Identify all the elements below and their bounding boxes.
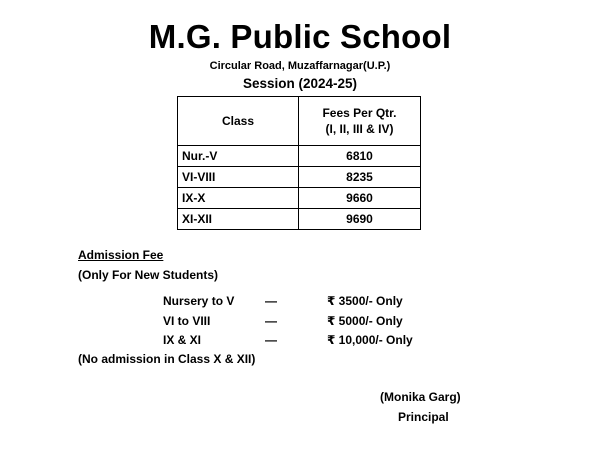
admission-row: [0, 294, 600, 312]
admission-row: [0, 333, 600, 351]
session-label: Session (2024-25): [242, 76, 358, 91]
admission-amount: ₹ 5000/- Only: [327, 314, 403, 328]
table-row: [178, 146, 421, 167]
admission-class-label: IX & XI: [163, 333, 202, 347]
table-row: [178, 167, 421, 188]
admission-amount: ₹ 10,000/- Only: [327, 333, 413, 347]
admission-class-label: Nursery to V: [163, 294, 235, 308]
admission-class-label: VI to VIII: [163, 314, 211, 328]
fees-column-header-line1: Fees Per Qtr.: [322, 106, 397, 120]
admission-amount: ₹ 3500/- Only: [327, 294, 403, 308]
school-address: Circular Road, Muzaffarnagar(U.P.): [209, 60, 391, 72]
admission-dash: —: [265, 333, 277, 347]
fees-column-header-line2: (I, II, III & IV): [325, 122, 394, 136]
class-cell: XI-XII: [178, 209, 299, 230]
fee-table-header-row: [178, 97, 421, 146]
admission-fee-heading: Admission Fee: [78, 248, 164, 262]
principal-title: Principal: [398, 410, 449, 424]
class-column-header: Class: [178, 97, 299, 146]
table-row: [178, 188, 421, 209]
admission-row: [0, 314, 600, 332]
fee-cell: 8235: [299, 167, 421, 188]
school-name: M.G. Public School: [148, 18, 452, 55]
table-row: [178, 209, 421, 230]
class-cell: Nur.-V: [178, 146, 299, 167]
fees-column-header: [299, 97, 421, 146]
no-admission-note: (No admission in Class X & XII): [78, 352, 256, 366]
fee-cell: 9660: [299, 188, 421, 209]
admission-dash: —: [265, 314, 277, 328]
principal-name: (Monika Garg): [380, 390, 461, 404]
class-cell: IX-X: [178, 188, 299, 209]
admission-fee-subheading: (Only For New Students): [78, 268, 219, 282]
class-cell: VI-VIII: [178, 167, 299, 188]
admission-dash: —: [265, 294, 277, 308]
fee-cell: 6810: [299, 146, 421, 167]
fee-cell: 9690: [299, 209, 421, 230]
fee-table: [177, 96, 421, 230]
